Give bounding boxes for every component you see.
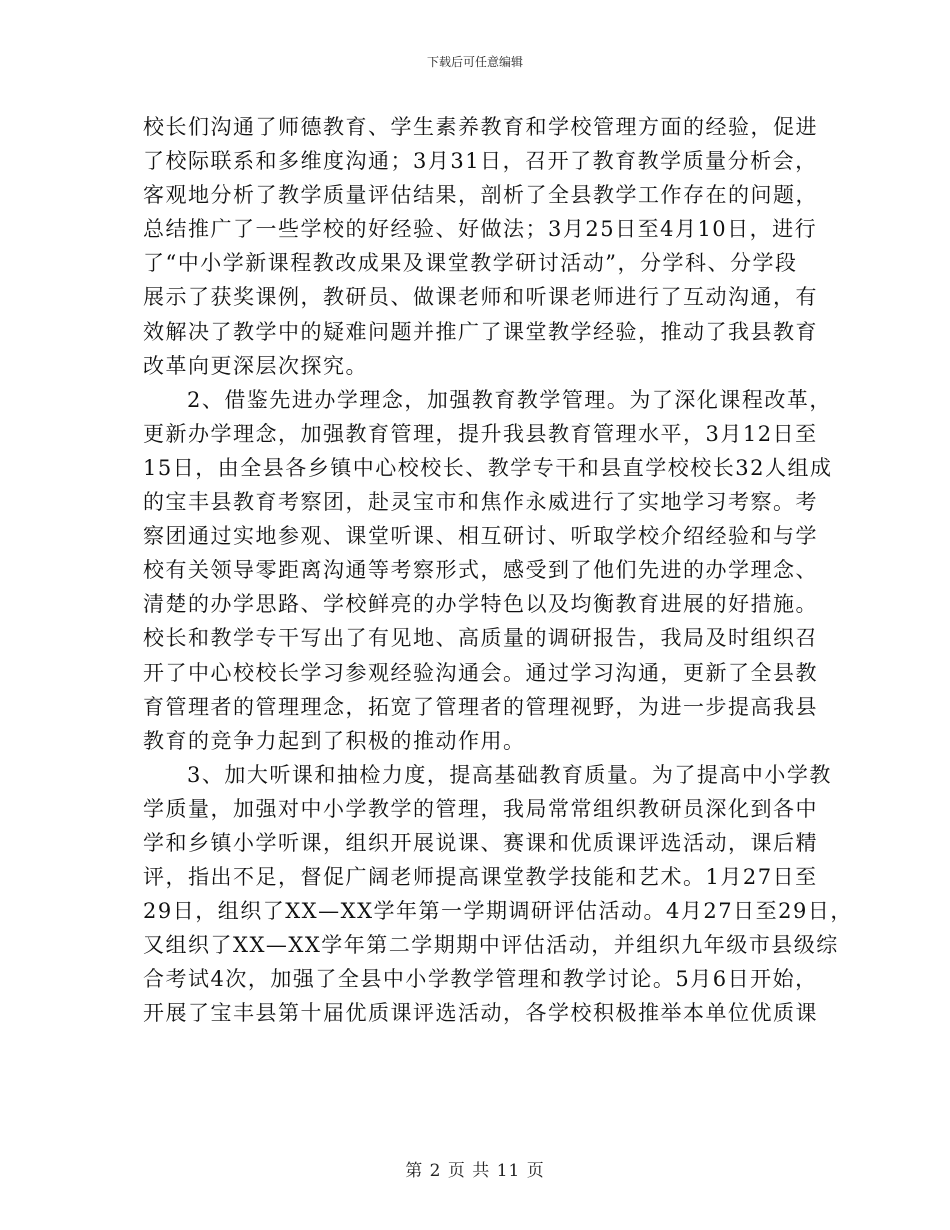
text-line: 更新办学理念，加强教育管理，提升我县教育管理水平，3月12日至 — [143, 421, 818, 446]
text-line: 展示了获奖课例，教研员、做课老师和听课老师进行了互动沟通，有 — [143, 285, 818, 310]
text-line: 29日，组织了XX—XX学年第一学期调研评估活动。4月27日至29日， — [143, 899, 853, 924]
text-line: 又组织了XX—XX学年第二学期期中评估活动，并组织九年级市县级综 — [143, 933, 839, 958]
text-line: 校长和教学专干写出了有见地、高质量的调研报告，我局及时组织召 — [143, 626, 818, 651]
text-line: 15日，由全县各乡镇中心校校长、教学专干和县直学校校长32人组成 — [143, 455, 833, 480]
text-line: 教育的竞争力起到了积极的推动作用。 — [143, 728, 526, 753]
page-number-footer: 第 2 页 共 11 页 — [405, 1161, 545, 1181]
text-line: 效解决了教学中的疑难问题并推广了课堂教学经验，推动了我县教育 — [143, 319, 818, 344]
text-line: 校长们沟通了师德教育、学生素养教育和学校管理方面的经验，促进 — [143, 115, 818, 139]
text-line: 清楚的办学思路、学校鲜亮的办学特色以及均衡教育进展的好措施。 — [143, 592, 818, 617]
text-line: 客观地分析了教学质量评估结果，剖析了全县教学工作存在的问题， — [143, 183, 818, 208]
text-line: 开展了宝丰县第十届优质课评选活动，各学校积极推举本单位优质课 — [143, 1001, 818, 1026]
text-line: 改革向更深层次探究。 — [143, 353, 368, 378]
text-line: 育管理者的管理理念，拓宽了管理者的管理视野，为进一步提高我县 — [143, 694, 818, 719]
text-line: 学和乡镇小学听课，组织开展说课、赛课和优质课评选活动，课后精 — [143, 830, 818, 855]
text-line: 评，指出不足，督促广阔老师提高课堂教学技能和艺术。1月27日至 — [143, 865, 818, 890]
text-line: 的宝丰县教育考察团，赴灵宝市和焦作永威进行了实地学习考察。考 — [143, 490, 818, 515]
paragraph-start-line: 3、加大听课和抽检力度，提高基础教育质量。为了提高中小学教 — [187, 762, 832, 787]
document-body — [143, 110, 853, 1031]
text-line: 察团通过实地参观、课堂听课、相互研讨、听取学校介绍经验和与学 — [143, 524, 818, 549]
text-line: 总结推广了一些学校的好经验、好做法；3月25日至4月10日，进行 — [143, 217, 818, 242]
text-line: 开了中心校校长学习参观经验沟通会。通过学习沟通，更新了全县教 — [143, 660, 818, 685]
text-line: 学质量，加强对中小学教学的管理，我局常常组织教研员深化到各中 — [143, 796, 818, 821]
page-header-note: 下载后可任意编辑 — [426, 55, 523, 69]
text-line: 合考试4次，加强了全县中小学教学管理和教学讨论。5月6日开始， — [143, 967, 818, 992]
text-line: 了“中小学新课程教改成果及课堂教学研讨活动”，分学科、分学段 — [143, 251, 798, 276]
text-line: 校有关领导零距离沟通等考察形式，感受到了他们先进的办学理念、 — [143, 558, 818, 583]
paragraph-start-line: 2、借鉴先进办学理念，加强教育教学管理。为了深化课程改革， — [187, 387, 832, 412]
text-line: 了校际联系和多维度沟通；3月31日，召开了教育教学质量分析会， — [143, 149, 818, 174]
